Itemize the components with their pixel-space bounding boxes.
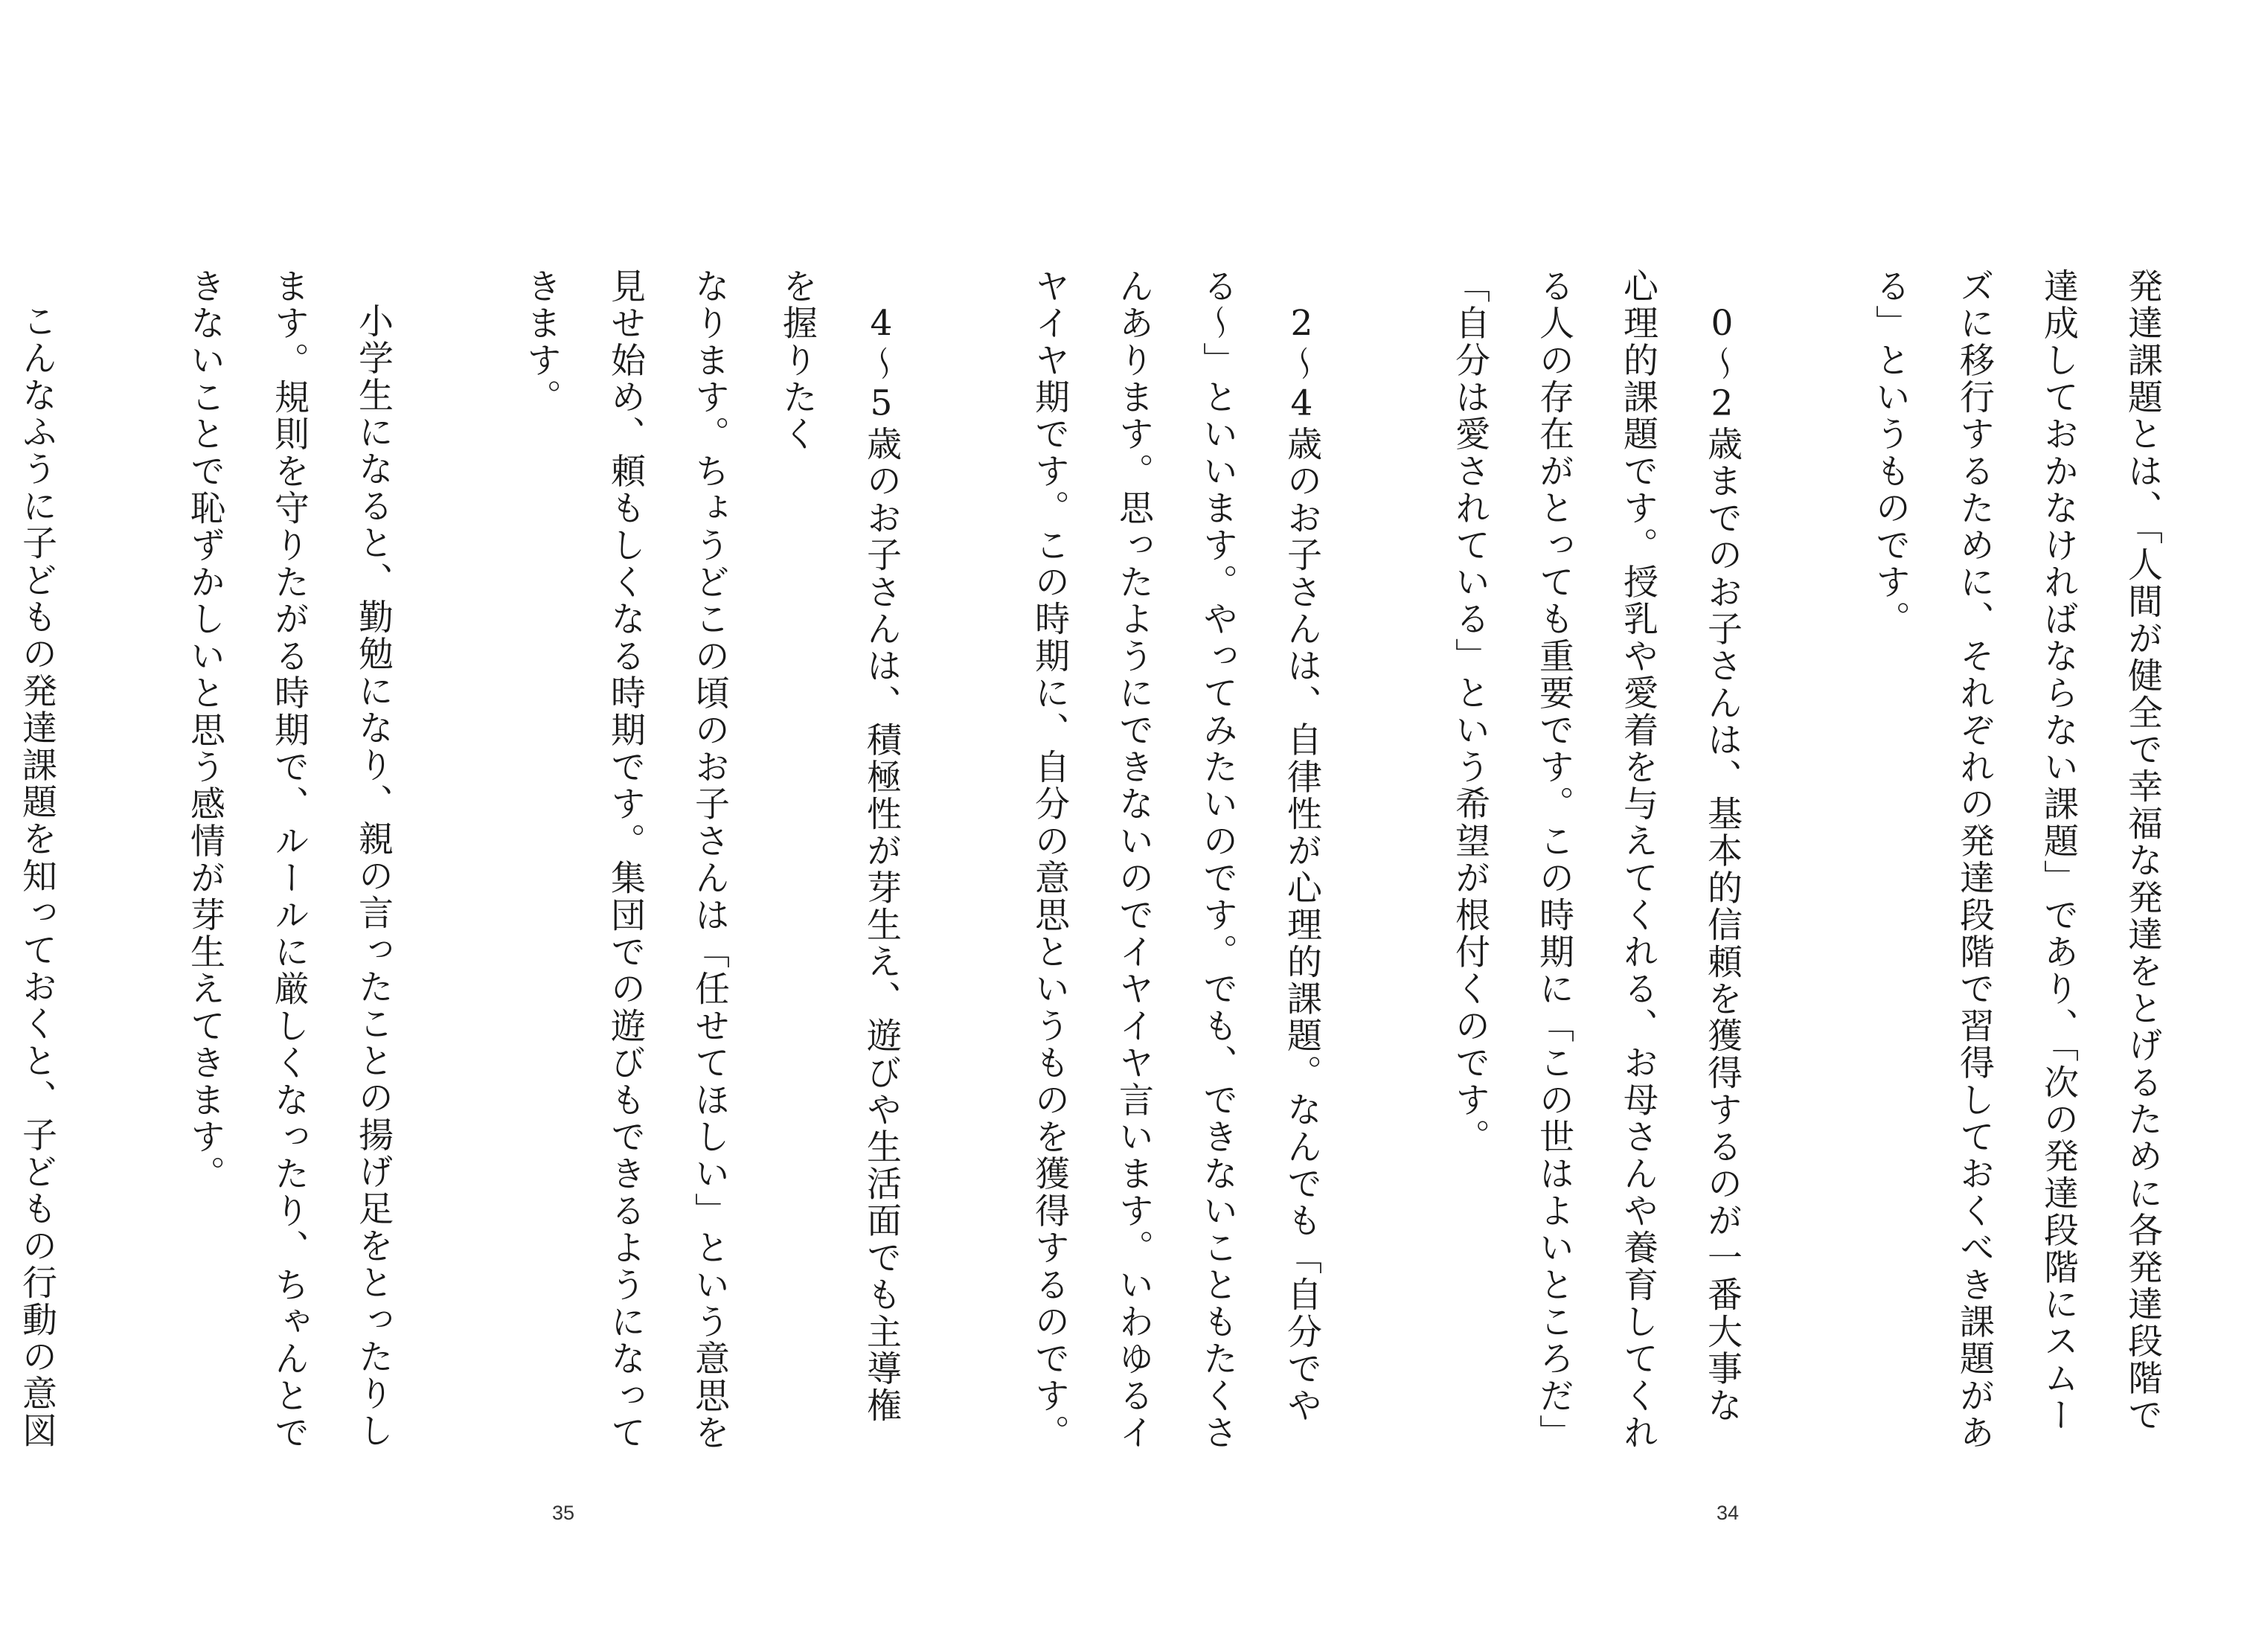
paragraph: 小学生になると、勤勉になり、親の言ったことの揚げ足をとったりします。規則を守りたがる時期で、ルールに厳しくなったり、ちゃんとできないことで恥ずかしいと思う感情が芽生えてきます。 bbox=[185, 268, 394, 1452]
left-page-text bbox=[16, 268, 751, 1459]
page-number: 35 bbox=[551, 1502, 575, 1524]
right-page bbox=[777, 0, 2250, 1652]
paragraph: 0～2歳までのお子さんは、基本的信頼を獲得するのが一番大事な心理的課題です。授乳や愛着を与えてくれる、お母さんや養育してくれる人の存在がとっても重要です。この時期に「この世はよいところだ」「自分は愛されている」という希望が根付くのです。 bbox=[1449, 268, 1743, 1452]
page-number: 34 bbox=[1716, 1502, 1740, 1524]
paragraph: 発達課題とは、「人間が健全で幸福な発達をとげるために各発達段階で達成しておかなければならない課題」であり、「次の発達段階にスムーズに移行するために、それぞれの発達段階で習得しておくべき課題がある」というものです。 bbox=[1870, 268, 2163, 1452]
paragraph: なります。ちょうどこの頃のお子さんは「任せてほしい」という意思を見せ始め、頼もしくなる時期です。集団での遊びもできるようになってきます。 bbox=[521, 268, 730, 1452]
paragraph: 2～4歳のお子さんは、自律性が心理的課題。なんでも「自分でやる～」といいます。やってみたいのです。でも、できないこともたくさんあります。思ったようにできないのでイヤイヤ言います。いわゆるイヤイヤ期です。この時期に、自分の意思というものを獲得するのです。 bbox=[1029, 268, 1322, 1452]
paragraph-gap bbox=[415, 268, 499, 1459]
paragraph: こんなふうに子どもの発達課題を知っておくと、子どもの行動の意図 bbox=[16, 303, 57, 1450]
paragraph-gap bbox=[1344, 268, 1428, 1459]
paragraph-gap bbox=[79, 268, 163, 1459]
paragraph-gap bbox=[1764, 268, 1848, 1459]
right-page-text bbox=[777, 268, 2185, 1459]
paragraph: 4～5歳のお子さんは、積極性が芽生え、遊びや生活面でも主導権を握りたく bbox=[777, 268, 902, 1424]
